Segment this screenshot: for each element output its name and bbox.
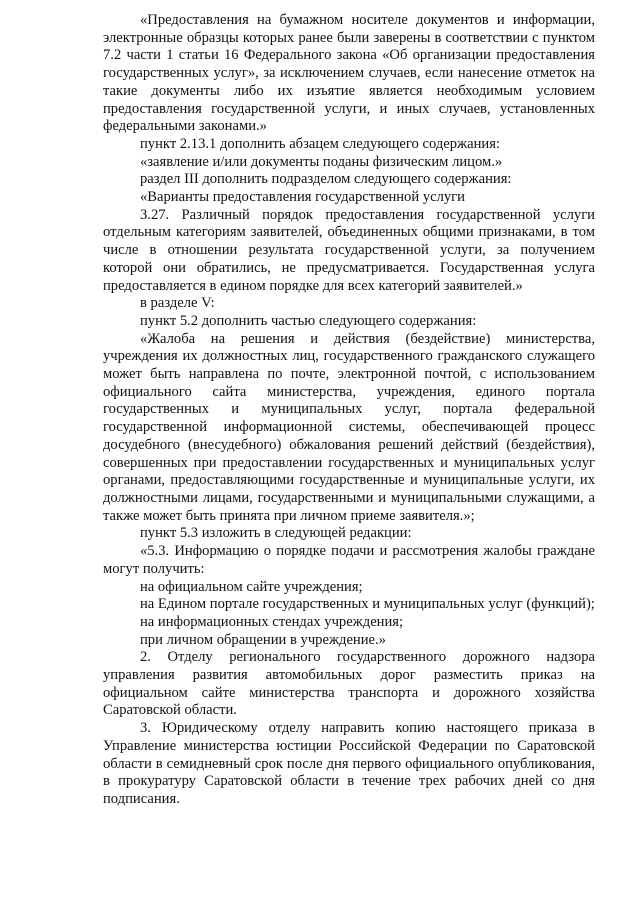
paragraph-personal-visit: при личном обращении в учреждение.» <box>140 631 386 648</box>
document-page <box>103 12 595 809</box>
paragraph-order-3: 3. Юридическому отделу направить копию настоящего приказа в Управление министерства юстиции Российской Федерации по Саратовской области в семидневный срок после дня первого официального опубликования, в прокуратуру Саратовской области в течение трех рабочих дней со дня подписания. <box>103 720 595 807</box>
paragraph-application-individual: «заявление и/или документы поданы физическим лицом.» <box>140 153 503 170</box>
paragraph-variants-heading: «Варианты предоставления государственной услуги <box>140 189 465 206</box>
paragraph-unified-portal: на Едином портале государственных и муниципальных услуг (функций); <box>140 596 595 613</box>
paragraph-official-site: на официальном сайте учреждения; <box>140 578 363 595</box>
paragraph-item-2-13-1: пункт 2.13.1 дополнить абзацем следующего содержания: <box>140 135 500 152</box>
paragraph-item-5-2: пункт 5.2 дополнить частью следующего содержания: <box>140 312 477 329</box>
paragraph-order-2: 2. Отделу регионального государственного дорожного надзора управления развития автомобильных дорог разместить приказ на официальном сайте министерства транспорта и дорожного хозяйства Саратовской области. <box>103 649 595 719</box>
paragraph-info-stands: на информационных стендах учреждения; <box>140 613 404 630</box>
paragraph-section-v: в разделе V: <box>140 295 215 312</box>
paragraph-complaint: «Жалоба на решения и действия (бездействие) министерства, учреждения их должностных лиц, государственного гражданского служащего может быть направлена по почте, электронной почтой, с использованием официального сайта министерства, учреждения, единого портала государственных и муниципальных услуг, портала федеральной государственной информационной системы, обеспечивающей процесс досудебного (внесудебного) обжалования решений действий (бездействия), совершенных при предоставлении государственных и муниципальных услуг органами, предоставляющими государственные и муниципальные услуги, их должностными лицами, государственными и муниципальными служащими, а также может быть принята при личном приеме заявителя.»; <box>103 330 595 524</box>
paragraph-item-3-27: 3.27. Различный порядок предоставления государственной услуги отдельным категориям заявителей, объединенных общими признаками, в том числе в отношении результата государственной услуги, за получением которой они обратились, не предусматривается. Государственная услуга предоставляется в едином порядке для всех категорий заявителей.» <box>103 206 595 294</box>
paragraph-documents-provision: «Предоставления на бумажном носителе документов и информации, электронные образцы которых ранее были заверены в соответствии с пунктом 7.2 части 1 статьи 16 Федерального закона «Об организации предоставления государственных услуг», за исключением случаев, если нанесение отметок на такие документы либо их изъятие является необходимым условием предоставления государственной услуги, и иных случаев, установленных федеральными законами.» <box>103 12 595 135</box>
paragraph-5-3-text: «5.3. Информацию о порядке подачи и рассмотрения жалобы граждане могут получить: <box>103 543 595 577</box>
paragraph-item-5-3: пункт 5.3 изложить в следующей редакции: <box>140 525 412 542</box>
paragraph-section-iii: раздел III дополнить подразделом следующего содержания: <box>140 171 512 188</box>
